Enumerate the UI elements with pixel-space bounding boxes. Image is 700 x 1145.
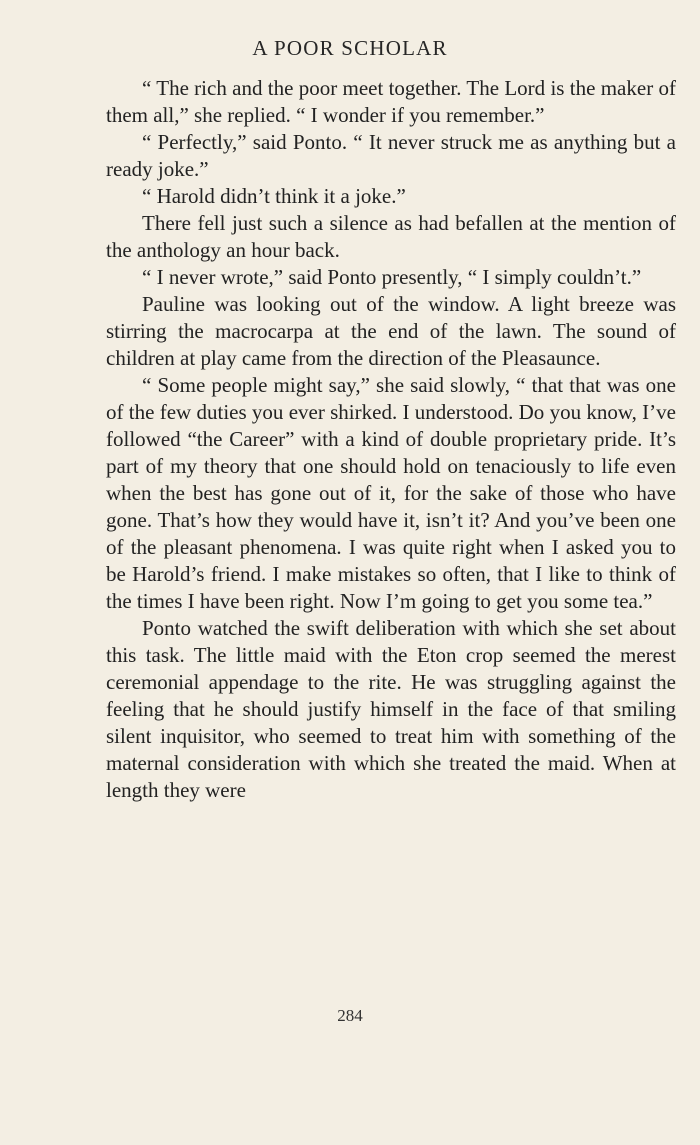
page-number: 284 [337,1006,363,1025]
paragraph: “ Harold didn’t think it a joke.” [142,184,406,208]
paragraph: “ Some people might say,” she said slowly, “ that that was one of the few duties you ever shirked. I understood. Do you know, I’ve followed “the Career” with a kind of double proprietary pride. It’s part of my theory that one should hold on tenaciously to life even when the best has gone out of it, for the sake of those who have gone. That’s how they would have it, isn’t it? And you’ve been one of the pleasant phenomena. I was quite right when I asked you to be Harold’s friend. I make mistakes so often, that I like to think of the times I have been right. Now I’m going to get you some tea.” [106,373,676,613]
paragraph: “ The rich and the poor meet together. The Lord is the maker of them all,” she replied. “ I wonder if you remember.” [106,76,676,127]
paragraph: There fell just such a silence as had befallen at the mention of the anthology an hour back. [106,211,676,262]
running-title: A POOR SCHOLAR [252,36,448,60]
paragraph: Ponto watched the swift deliberation with which she set about this task. The little maid with the Eton crop seemed the merest ceremonial appendage to the rite. He was struggling against the feeling that he should justify himself in the face of that smiling silent inquisitor, who seemed to treat him with something of the maternal consideration with which she treated the maid. When at length they were [106,616,676,802]
paragraph: “ I never wrote,” said Ponto presently, “ I simply couldn’t.” [142,265,642,289]
paragraph: “ Perfectly,” said Ponto. “ It never struck me as anything but a ready joke.” [106,130,676,181]
body-text [106,75,676,804]
paragraph: Pauline was looking out of the window. A light breeze was stirring the macrocarpa at the end of the lawn. The sound of children at play came from the direction of the Pleasaunce. [106,292,676,370]
